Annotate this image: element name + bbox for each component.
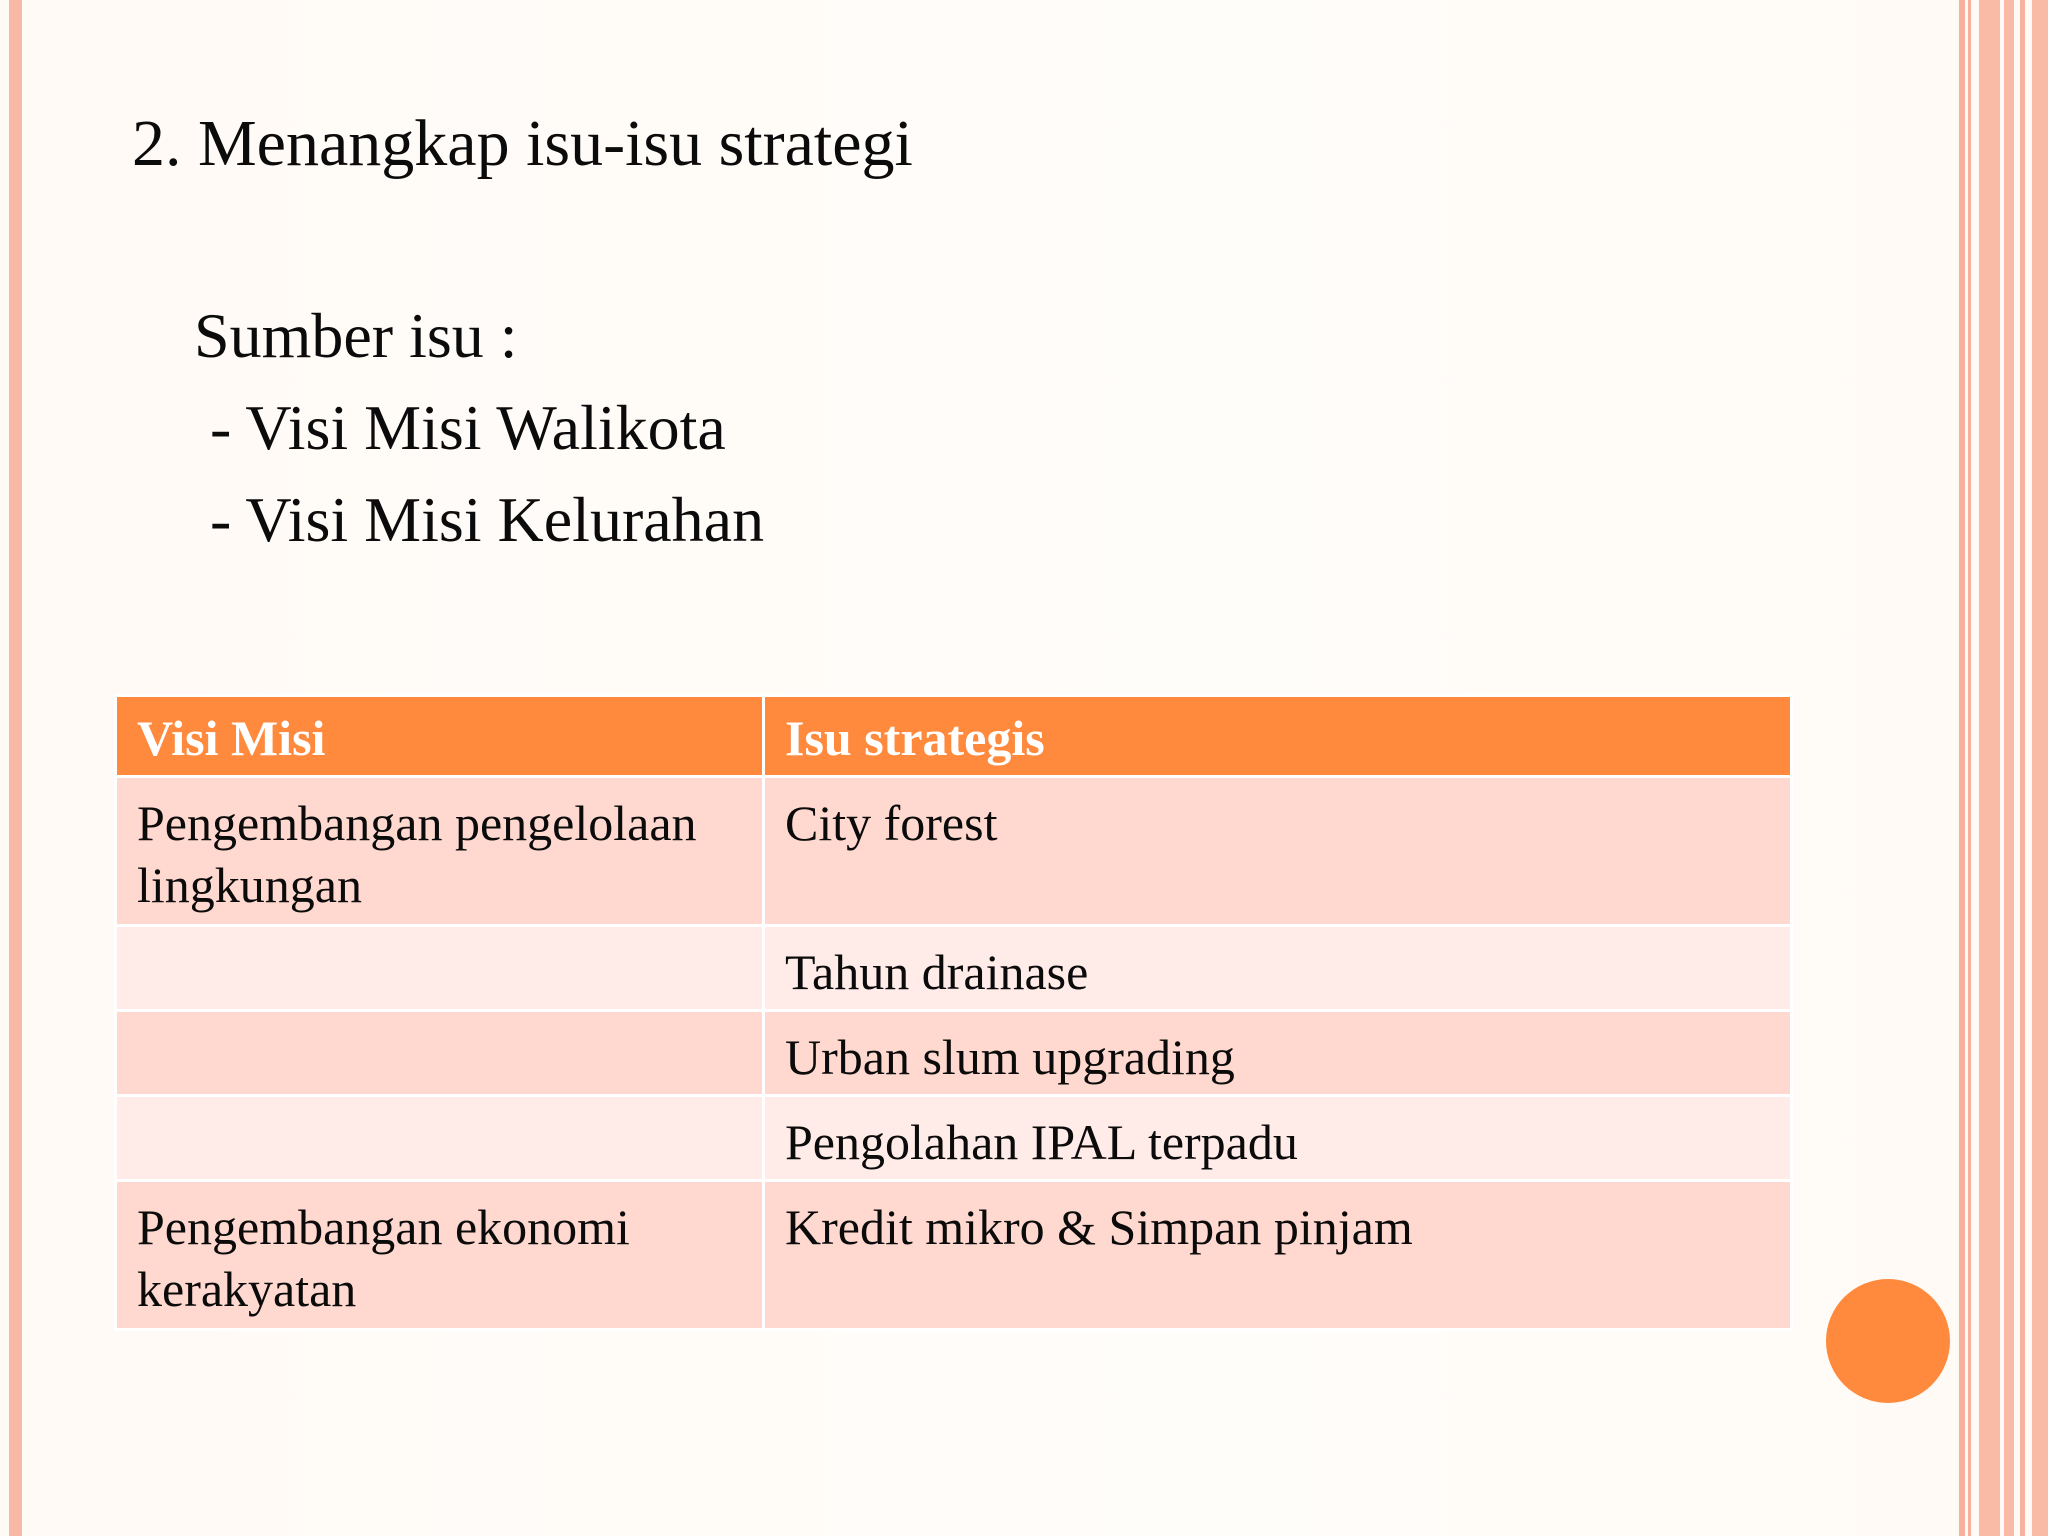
issue-sources xyxy=(194,290,764,566)
table-row xyxy=(116,1096,1792,1181)
right-border-stripe xyxy=(2020,0,2025,1536)
cell-visi-misi xyxy=(116,926,764,1011)
left-border-stripe xyxy=(9,0,22,1536)
table-row xyxy=(116,1181,1792,1330)
cell-visi-misi xyxy=(116,1011,764,1096)
cell-isu: Pengolahan IPAL terpadu xyxy=(764,1096,1792,1181)
right-border-stripe xyxy=(2004,0,2014,1536)
right-border-stripe xyxy=(1959,0,1965,1536)
source-item-text: Visi Misi Kelurahan xyxy=(245,484,765,555)
cell-visi-misi: Pengembangan pengelolaan lingkungan xyxy=(116,777,764,926)
strategic-issues-table xyxy=(114,694,1793,1331)
sources-heading: Sumber isu : xyxy=(194,300,518,371)
source-item-dash: - xyxy=(210,392,232,463)
right-border-stripe xyxy=(2032,0,2048,1536)
source-item xyxy=(194,474,764,566)
column-header-visi-misi: Visi Misi xyxy=(116,696,764,777)
cell-isu: Kredit mikro & Simpan pinjam xyxy=(764,1181,1792,1330)
right-border-stripe xyxy=(1968,0,1971,1536)
table-row xyxy=(116,926,1792,1011)
table-header-row xyxy=(116,696,1792,777)
cell-isu: Urban slum upgrading xyxy=(764,1011,1792,1096)
cell-visi-misi: Pengembangan ekonomi kerakyatan xyxy=(116,1181,764,1330)
slide-title: 2. Menangkap isu-isu strategi xyxy=(132,107,913,180)
cell-isu: Tahun drainase xyxy=(764,926,1792,1011)
source-item-dash: - xyxy=(210,484,232,555)
right-border-stripe xyxy=(1979,0,2000,1536)
table-row xyxy=(116,777,1792,926)
decorative-circle xyxy=(1826,1279,1950,1403)
column-header-isu-strategis: Isu strategis xyxy=(764,696,1792,777)
source-item-text: Visi Misi Walikota xyxy=(245,392,726,463)
source-item xyxy=(194,382,764,474)
cell-isu: City forest xyxy=(764,777,1792,926)
table-row xyxy=(116,1011,1792,1096)
cell-visi-misi xyxy=(116,1096,764,1181)
